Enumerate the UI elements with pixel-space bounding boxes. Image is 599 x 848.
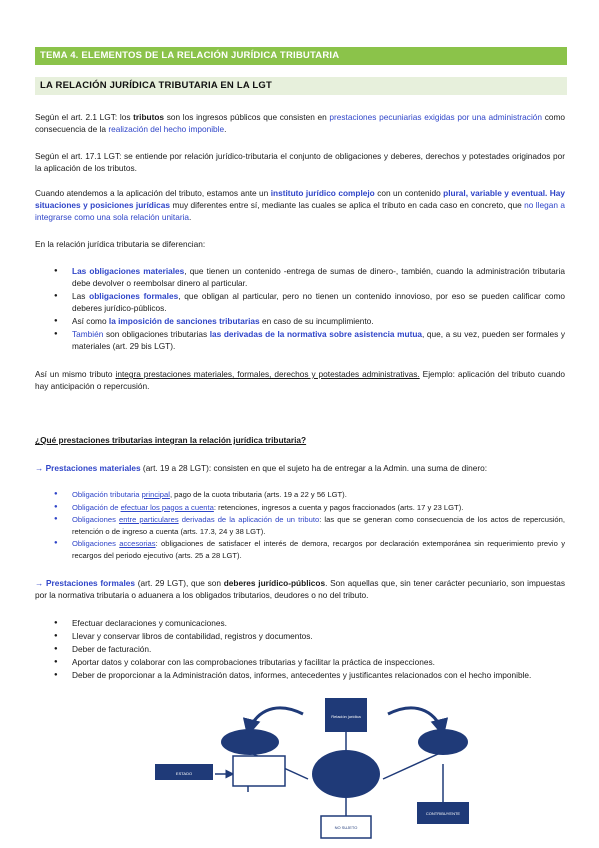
list-item: ● Deber de proporcionar a la Administración datos, informes, antecedentes y justificantes relacionados con el hecho imponible. <box>35 669 565 681</box>
text-span: como consecuencia de la <box>35 112 565 134</box>
paragraph-tributos-definition <box>35 111 565 135</box>
text-span: con un contenido <box>374 188 444 198</box>
topic-banner: TEMA 4. ELEMENTOS DE LA RELACIÓN JURÍDICA TRIBUTARIA <box>35 47 567 65</box>
text-span: . Son aquellas que, sin tener carácter pecuniario, son impuestas por la normativa tributaria o aduanera a los obligados tributarios, deudores o no del tributo. <box>35 578 565 600</box>
relationship-diagram <box>153 694 527 844</box>
text-span: Así como <box>72 316 109 326</box>
diagram-left-label: ESTADO <box>175 771 193 776</box>
text-span: Según el art. 2.1 LGT: los <box>35 112 134 122</box>
text-span: . <box>224 124 227 134</box>
text-span: Las <box>72 291 90 301</box>
underlined-text: integra prestaciones materiales, formales, derechos y potestades administrativas. <box>115 369 420 379</box>
list-item: ● Aportar datos y colaborar con las comprobaciones tributarias y facilitar la práctica de inspecciones. <box>35 656 565 668</box>
list-item <box>35 489 565 501</box>
term: deberes jurídico-públicos <box>223 578 326 588</box>
formal-duties-list <box>35 617 565 682</box>
list-item <box>35 328 565 352</box>
term: obligaciones formales <box>89 291 179 301</box>
text-span: . <box>189 212 192 222</box>
text-span: en caso de su incumplimiento. <box>259 316 374 326</box>
list-item <box>35 514 565 537</box>
term: → Prestaciones formales <box>35 578 135 588</box>
term-tributos: tributos <box>133 112 165 122</box>
text-span: Así un mismo tributo <box>35 369 116 379</box>
paragraph-art-17: Según el art. 17.1 LGT: se entiende por relación jurídico-tributaria el conjunto de obligaciones y deberes, derechos y potestades originados por la aplicación de los tributos. <box>35 151 565 173</box>
diagram-right-label: CONTRIBUYENTE <box>425 811 461 816</box>
paragraph-prestaciones-materiales <box>35 462 565 474</box>
text-span: Ejemplo: aplicación del tributo cuando hay anticipación o repercusión. <box>35 369 565 391</box>
highlight-instituto: instituto jurídico complejo <box>270 188 375 198</box>
list-item <box>35 538 565 561</box>
right-ellipse <box>418 729 468 755</box>
term: Las obligaciones materiales <box>72 266 185 276</box>
text-span: , pago de la cuota tributaria (arts. 19 a 22 y 56 LGT). <box>169 490 347 499</box>
term: efectuar los pagos a cuenta <box>120 502 214 512</box>
center-ellipse <box>312 750 380 798</box>
question-heading: ¿Qué prestaciones tributarias integran la relación jurídica tributaria? <box>35 435 307 445</box>
term: Obligaciones <box>72 539 120 548</box>
term: la imposición de sanciones tributarias <box>108 316 260 326</box>
paragraph-instituto-juridico <box>35 187 565 223</box>
term: → Prestaciones materiales <box>35 463 141 473</box>
left-inner-box <box>233 756 285 786</box>
text-span: (art. 29 LGT), que son <box>134 578 224 588</box>
highlight-prestaciones: prestaciones pecuniarias exigidas por una administración <box>329 112 543 122</box>
highlight-no-unitaria: no llegan a integrarse como una sola relación unitaria <box>35 200 565 222</box>
left-ellipse <box>221 729 279 755</box>
term: entre particulares <box>118 515 179 524</box>
diagram-bottom-label: NO SUJETO <box>334 825 358 830</box>
term: Obligación de <box>72 502 121 512</box>
list-item <box>35 265 565 289</box>
text-span: , que, a su vez, pueden ser formales y materiales (art. 29 bis LGT). <box>72 329 566 351</box>
connector-line <box>383 754 438 779</box>
list-item <box>35 315 565 327</box>
text-span: muy diferentes entre sí, mediante las cuales se aplica el tributo en cada caso en concreto, que <box>170 200 525 210</box>
text-span: , que tienen un contenido -entrega de sumas de dinero-, también, cuando la administración tributaria debe devolver o reembolsar dinero al particular. <box>72 266 565 288</box>
text-span: : obligaciones de satisfacer el interés de demora, recargos por declaración extemporánea sin requerimiento previo y recargos del periodo ejecutivo (arts. 25 a 28 LGT). <box>72 539 565 560</box>
text-span: son los ingresos públicos que consisten en <box>164 112 330 122</box>
term: Obligaciones <box>72 515 119 524</box>
list-item: ● Deber de facturación. <box>35 643 565 655</box>
term: principal <box>141 490 170 499</box>
paragraph-mismo-tributo <box>35 368 565 392</box>
term: Obligación tributaria <box>72 490 142 499</box>
text-span: : las que se generan como consecuencia de los actos de repercusión, retención o de ingreso a cuenta (arts. 17.3, 24 y 38 LGT). <box>72 515 565 536</box>
list-item: ● Llevar y conservar libros de contabilidad, registros y documentos. <box>35 630 565 642</box>
term: También <box>72 329 104 339</box>
text-span: : retenciones, ingresos a cuenta y pagos fraccionados (arts. 17 y 23 LGT). <box>213 502 464 512</box>
list-item <box>35 502 565 514</box>
term: derivadas de la aplicación de un tributo <box>178 515 320 524</box>
list-item: ● Efectuar declaraciones y comunicaciones. <box>35 617 565 629</box>
term: accesorias <box>119 539 156 548</box>
list-item <box>35 290 565 314</box>
paragraph-se-diferencian: En la relación jurídica tributaria se diferencian: <box>35 239 206 249</box>
text-span: Cuando atendemos a la aplicación del tributo, estamos ante un <box>35 188 271 198</box>
diagram-center-label: Relación jurídica <box>331 714 361 719</box>
subtopic-banner: LA RELACIÓN JURÍDICA TRIBUTARIA EN LA LGT <box>35 77 567 95</box>
text-span: , que obligan al particular, pero no tienen un contenido innovioso, por eso se pueden calificar como deberes jurídico-públicos. <box>72 291 565 313</box>
text-span: (art. 19 a 28 LGT): consisten en que el sujeto ha de entregar a la Admin. una suma de dinero: <box>140 463 487 473</box>
text-span: son obligaciones tributarias <box>103 329 210 339</box>
term: las derivadas de la normativa sobre asistencia mutua <box>209 329 423 339</box>
highlight-plural: plural, variable y eventual. Hay situaciones y posiciones jurídicas <box>35 188 565 210</box>
obligations-list <box>35 265 565 353</box>
material-obligations-list <box>35 489 565 562</box>
highlight-hecho-imponible: realización del hecho imponible <box>108 124 225 134</box>
paragraph-prestaciones-formales <box>35 577 565 601</box>
